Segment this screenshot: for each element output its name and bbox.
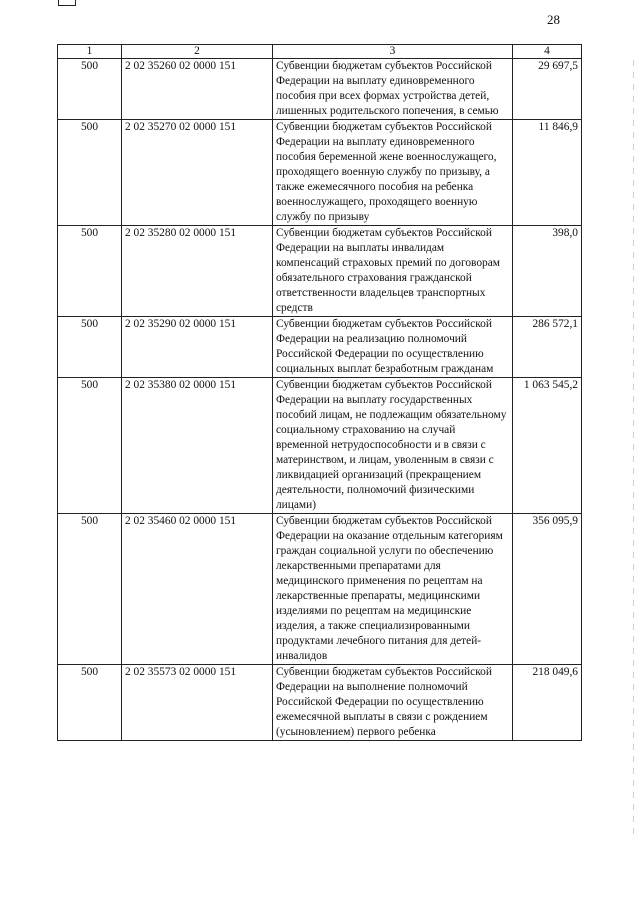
- amount-cell: 398,0: [513, 226, 582, 317]
- revenue-name-cell: Субвенции бюджетам субъектов Российской Федерации на выплату государственных пособий лицам, не подлежащим обязательному социальному страхованию на случай временной нетрудоспособности и в связи с материнством, и лицам, уволенным в связи с ликвидацией организаций (прекращением деятельности, полномочий физическими лицами): [273, 378, 513, 514]
- revenue-name-cell: Субвенции бюджетам субъектов Российской Федерации на выплату единовременного пособия беременной жене военнослужащего, проходящего военную службу по призыву, а также ежемесячного пособия на ребенка военнослужащего, проходящего военную службу по призыву: [273, 120, 513, 226]
- classification-code-cell: 2 02 35573 02 0000 151: [122, 665, 273, 741]
- table-row: [58, 59, 582, 120]
- table-row: [58, 514, 582, 665]
- amount-cell: 29 697,5: [513, 59, 582, 120]
- admin-code-cell: 500: [58, 226, 122, 317]
- classification-code-cell: 2 02 35270 02 0000 151: [122, 120, 273, 226]
- scan-edge-line: [633, 60, 634, 840]
- classification-code-cell: 2 02 35290 02 0000 151: [122, 317, 273, 378]
- admin-code-cell: 500: [58, 120, 122, 226]
- classification-code-cell: 2 02 35380 02 0000 151: [122, 378, 273, 514]
- amount-cell: 286 572,1: [513, 317, 582, 378]
- admin-code-cell: 500: [58, 514, 122, 665]
- revenue-table: [57, 44, 582, 741]
- classification-code-cell: 2 02 35260 02 0000 151: [122, 59, 273, 120]
- amount-cell: 356 095,9: [513, 514, 582, 665]
- column-header: 2: [122, 45, 273, 59]
- table-row: [58, 665, 582, 741]
- admin-code-cell: 500: [58, 59, 122, 120]
- classification-code-cell: 2 02 35280 02 0000 151: [122, 226, 273, 317]
- table-row: [58, 378, 582, 514]
- amount-cell: 1 063 545,2: [513, 378, 582, 514]
- column-header: 3: [273, 45, 513, 59]
- column-number-row: [58, 45, 582, 59]
- column-header: 1: [58, 45, 122, 59]
- table-row: [58, 226, 582, 317]
- revenue-name-cell: Субвенции бюджетам субъектов Российской Федерации на выплату единовременного пособия при всех формах устройства детей, лишенных родительского попечения, в семью: [273, 59, 513, 120]
- revenue-name-cell: Субвенции бюджетам субъектов Российской Федерации на оказание отдельным категориям граждан социальной услуги по обеспечению лекарственными препаратами для медицинского применения по рецептам на лекарственные препараты, медицинскими изделиями по рецептам на медицинские изделия, а также специализированными продуктами лечебного питания для детей-инвалидов: [273, 514, 513, 665]
- admin-code-cell: 500: [58, 665, 122, 741]
- revenue-name-cell: Субвенции бюджетам субъектов Российской Федерации на реализацию полномочий Российской Федерации по осуществлению социальных выплат безработным гражданам: [273, 317, 513, 378]
- classification-code-cell: 2 02 35460 02 0000 151: [122, 514, 273, 665]
- amount-cell: 11 846,9: [513, 120, 582, 226]
- revenue-name-cell: Субвенции бюджетам субъектов Российской Федерации на выполнение полномочий Российской Федерации по осуществлению ежемесячной выплаты в связи с рождением (усыновлением) первого ребенка: [273, 665, 513, 741]
- previous-page-fragment: [58, 0, 76, 6]
- page-number: 28: [547, 12, 560, 27]
- column-header: 4: [513, 45, 582, 59]
- revenue-name-cell: Субвенции бюджетам субъектов Российской Федерации на выплаты инвалидам компенсаций страховых премий по договорам обязательного страхования гражданской ответственности владельцев транспортных средств: [273, 226, 513, 317]
- admin-code-cell: 500: [58, 378, 122, 514]
- amount-cell: 218 049,6: [513, 665, 582, 741]
- table-row: [58, 120, 582, 226]
- table-row: [58, 317, 582, 378]
- admin-code-cell: 500: [58, 317, 122, 378]
